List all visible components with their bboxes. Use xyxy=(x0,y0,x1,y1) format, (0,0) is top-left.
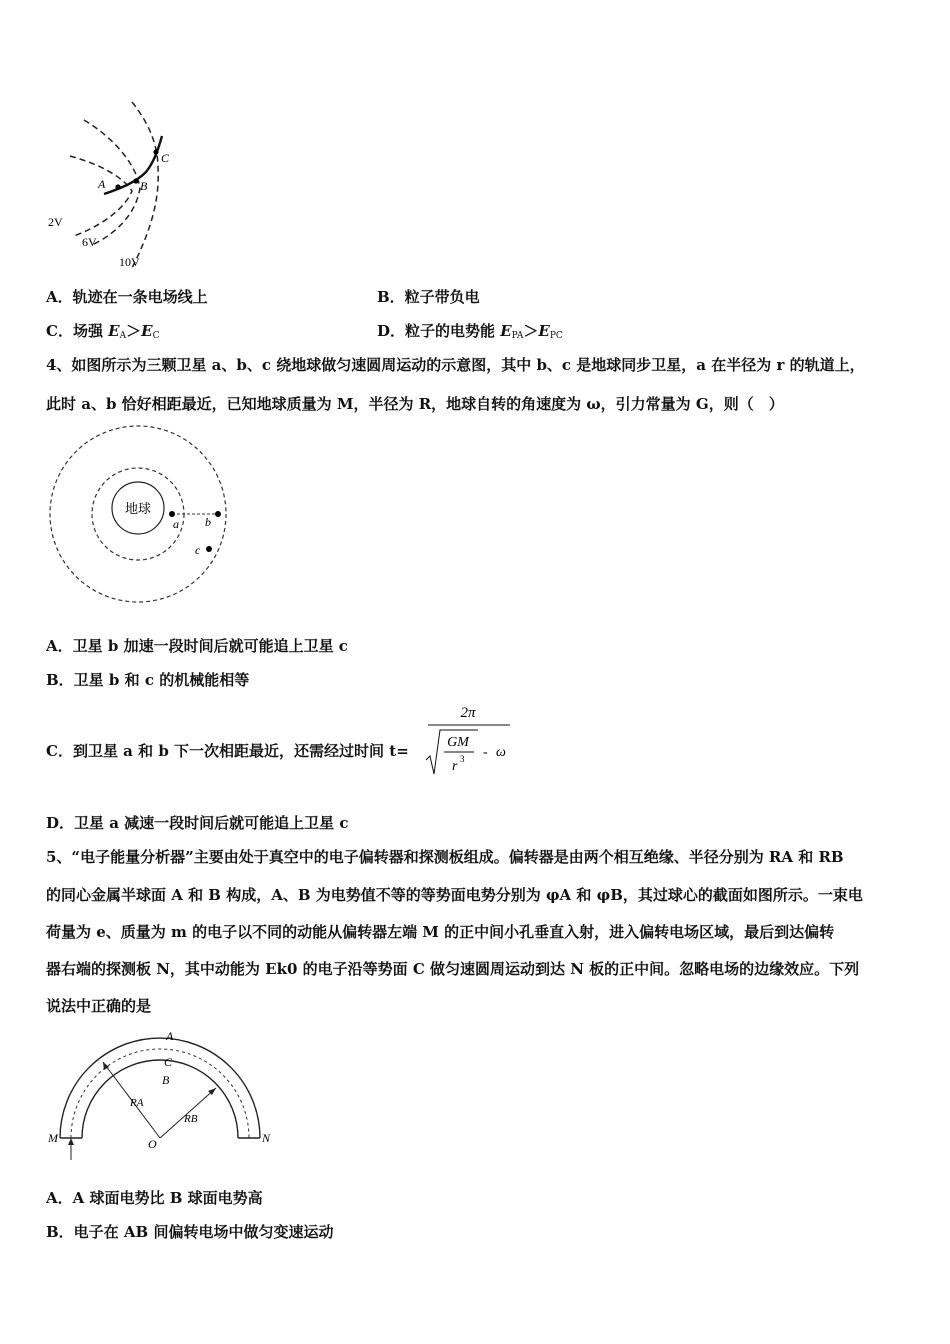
q3-option-c-sub1: A xyxy=(119,331,127,341)
satellite-c xyxy=(206,546,212,552)
q3-option-c xyxy=(46,320,159,341)
q5-line2: 的同心金属半球面 A 和 B 构成，A、B 为电势值不等的等势面电势分别为 φA 和 φB，其过球心的截面如图所示。一束电 xyxy=(46,886,863,904)
formula-minus: - xyxy=(483,745,488,760)
q3-option-d-prefix: D．粒子的电势能 xyxy=(377,322,501,340)
q3-option-a: A．轨迹在一条电场线上 xyxy=(46,288,208,306)
formula-numerator: 2π xyxy=(460,705,476,721)
q4-option-a: A．卫星 b 加速一段时间后就可能追上卫星 c xyxy=(46,637,348,655)
label-RA: RA xyxy=(130,1097,144,1109)
label-M: M xyxy=(48,1131,58,1145)
label-O: O xyxy=(148,1137,157,1151)
q3-option-c-e2: E xyxy=(141,322,153,340)
q3-option-c-e1: E xyxy=(108,322,120,340)
q5-option-a: A．A 球面电势比 B 球面电势高 xyxy=(46,1189,263,1207)
q3-option-d-e1: E xyxy=(500,322,512,340)
q3-option-c-prefix: C．场强 xyxy=(46,322,109,340)
label-sat-b: b xyxy=(205,515,211,529)
label-RB: RB xyxy=(184,1113,198,1125)
q4-option-c: C．到卫星 a 和 b 下一次相距最近，还需经过时间 t= xyxy=(46,742,409,760)
formula-omega: ω xyxy=(496,745,506,760)
q3-option-d xyxy=(377,320,563,341)
q4-stem-line1: 4、如图所示为三颗卫星 a、b、c 绕地球做匀速圆周运动的示意图，其中 b、c 是地球同步卫星，a 在半径为 r 的轨道上， xyxy=(46,356,865,374)
satellite-orbit-figure xyxy=(48,424,230,606)
q3-option-d-sub2: PC xyxy=(549,331,563,341)
q3-option-d-sub1: PA xyxy=(511,331,524,341)
label-10v: 10V xyxy=(119,255,140,269)
point-a xyxy=(115,184,120,189)
label-sat-c: c xyxy=(195,543,201,557)
q3-option-b: B．粒子带负电 xyxy=(377,288,480,306)
point-b xyxy=(133,178,138,183)
label-6v: 6V xyxy=(82,235,97,249)
label-A: A xyxy=(166,1030,174,1043)
q3-option-d-gt: ＞ xyxy=(523,322,539,340)
point-c xyxy=(153,149,158,154)
q5-line1: 5、“电子能量分析器”主要由处于真空中的电子偏转器和探测板组成。偏转器是由两个相互绝缘、半径分别为 RA 和 RB xyxy=(46,848,844,866)
q3-option-c-sub2: C xyxy=(152,331,160,341)
label-b: B xyxy=(140,179,148,193)
label-N: N xyxy=(262,1131,271,1145)
formula-r: r xyxy=(452,759,458,774)
earth-label: 地球 xyxy=(124,501,152,516)
label-2v: 2V xyxy=(48,215,63,229)
q5-line5: 说法中正确的是 xyxy=(46,997,152,1015)
q5-line3: 荷量为 e、质量为 m 的电子以不同的动能从偏转器左端 M 的正中间小孔垂直入射，进入偏转电场区域，最后到达偏转 xyxy=(46,923,835,941)
q3-option-c-gt: ＞ xyxy=(126,322,142,340)
equipotential-figure xyxy=(44,96,184,272)
formula-r-exp: 3 xyxy=(460,754,465,764)
period-formula xyxy=(420,698,520,778)
label-C: C xyxy=(164,1055,173,1069)
q3-option-d-e2: E xyxy=(538,322,550,340)
analyzer-figure xyxy=(46,1030,278,1166)
q5-line4: 器右端的探测板 N，其中动能为 Ek0 的电子沿等势面 C 做匀速圆周运动到达 N 板的正中间。忽略电场的边缘效应。下列 xyxy=(46,960,860,978)
satellite-b xyxy=(215,511,221,517)
q4-option-b: B．卫星 b 和 c 的机械能相等 xyxy=(46,671,250,689)
label-a: A xyxy=(98,177,106,191)
q4-option-d: D．卫星 a 减速一段时间后就可能追上卫星 c xyxy=(46,814,349,832)
label-B: B xyxy=(162,1073,170,1087)
label-sat-a: a xyxy=(173,517,179,531)
formula-gm: GM xyxy=(447,735,469,750)
label-c: C xyxy=(161,151,170,165)
q4-stem-line2: 此时 a、b 恰好相距最近，已知地球质量为 M，半径为 R，地球自转的角速度为 ω，引力常量为 G，则（ ） xyxy=(46,395,784,413)
q5-option-b: B．电子在 AB 间偏转电场中做匀变速运动 xyxy=(46,1223,334,1241)
